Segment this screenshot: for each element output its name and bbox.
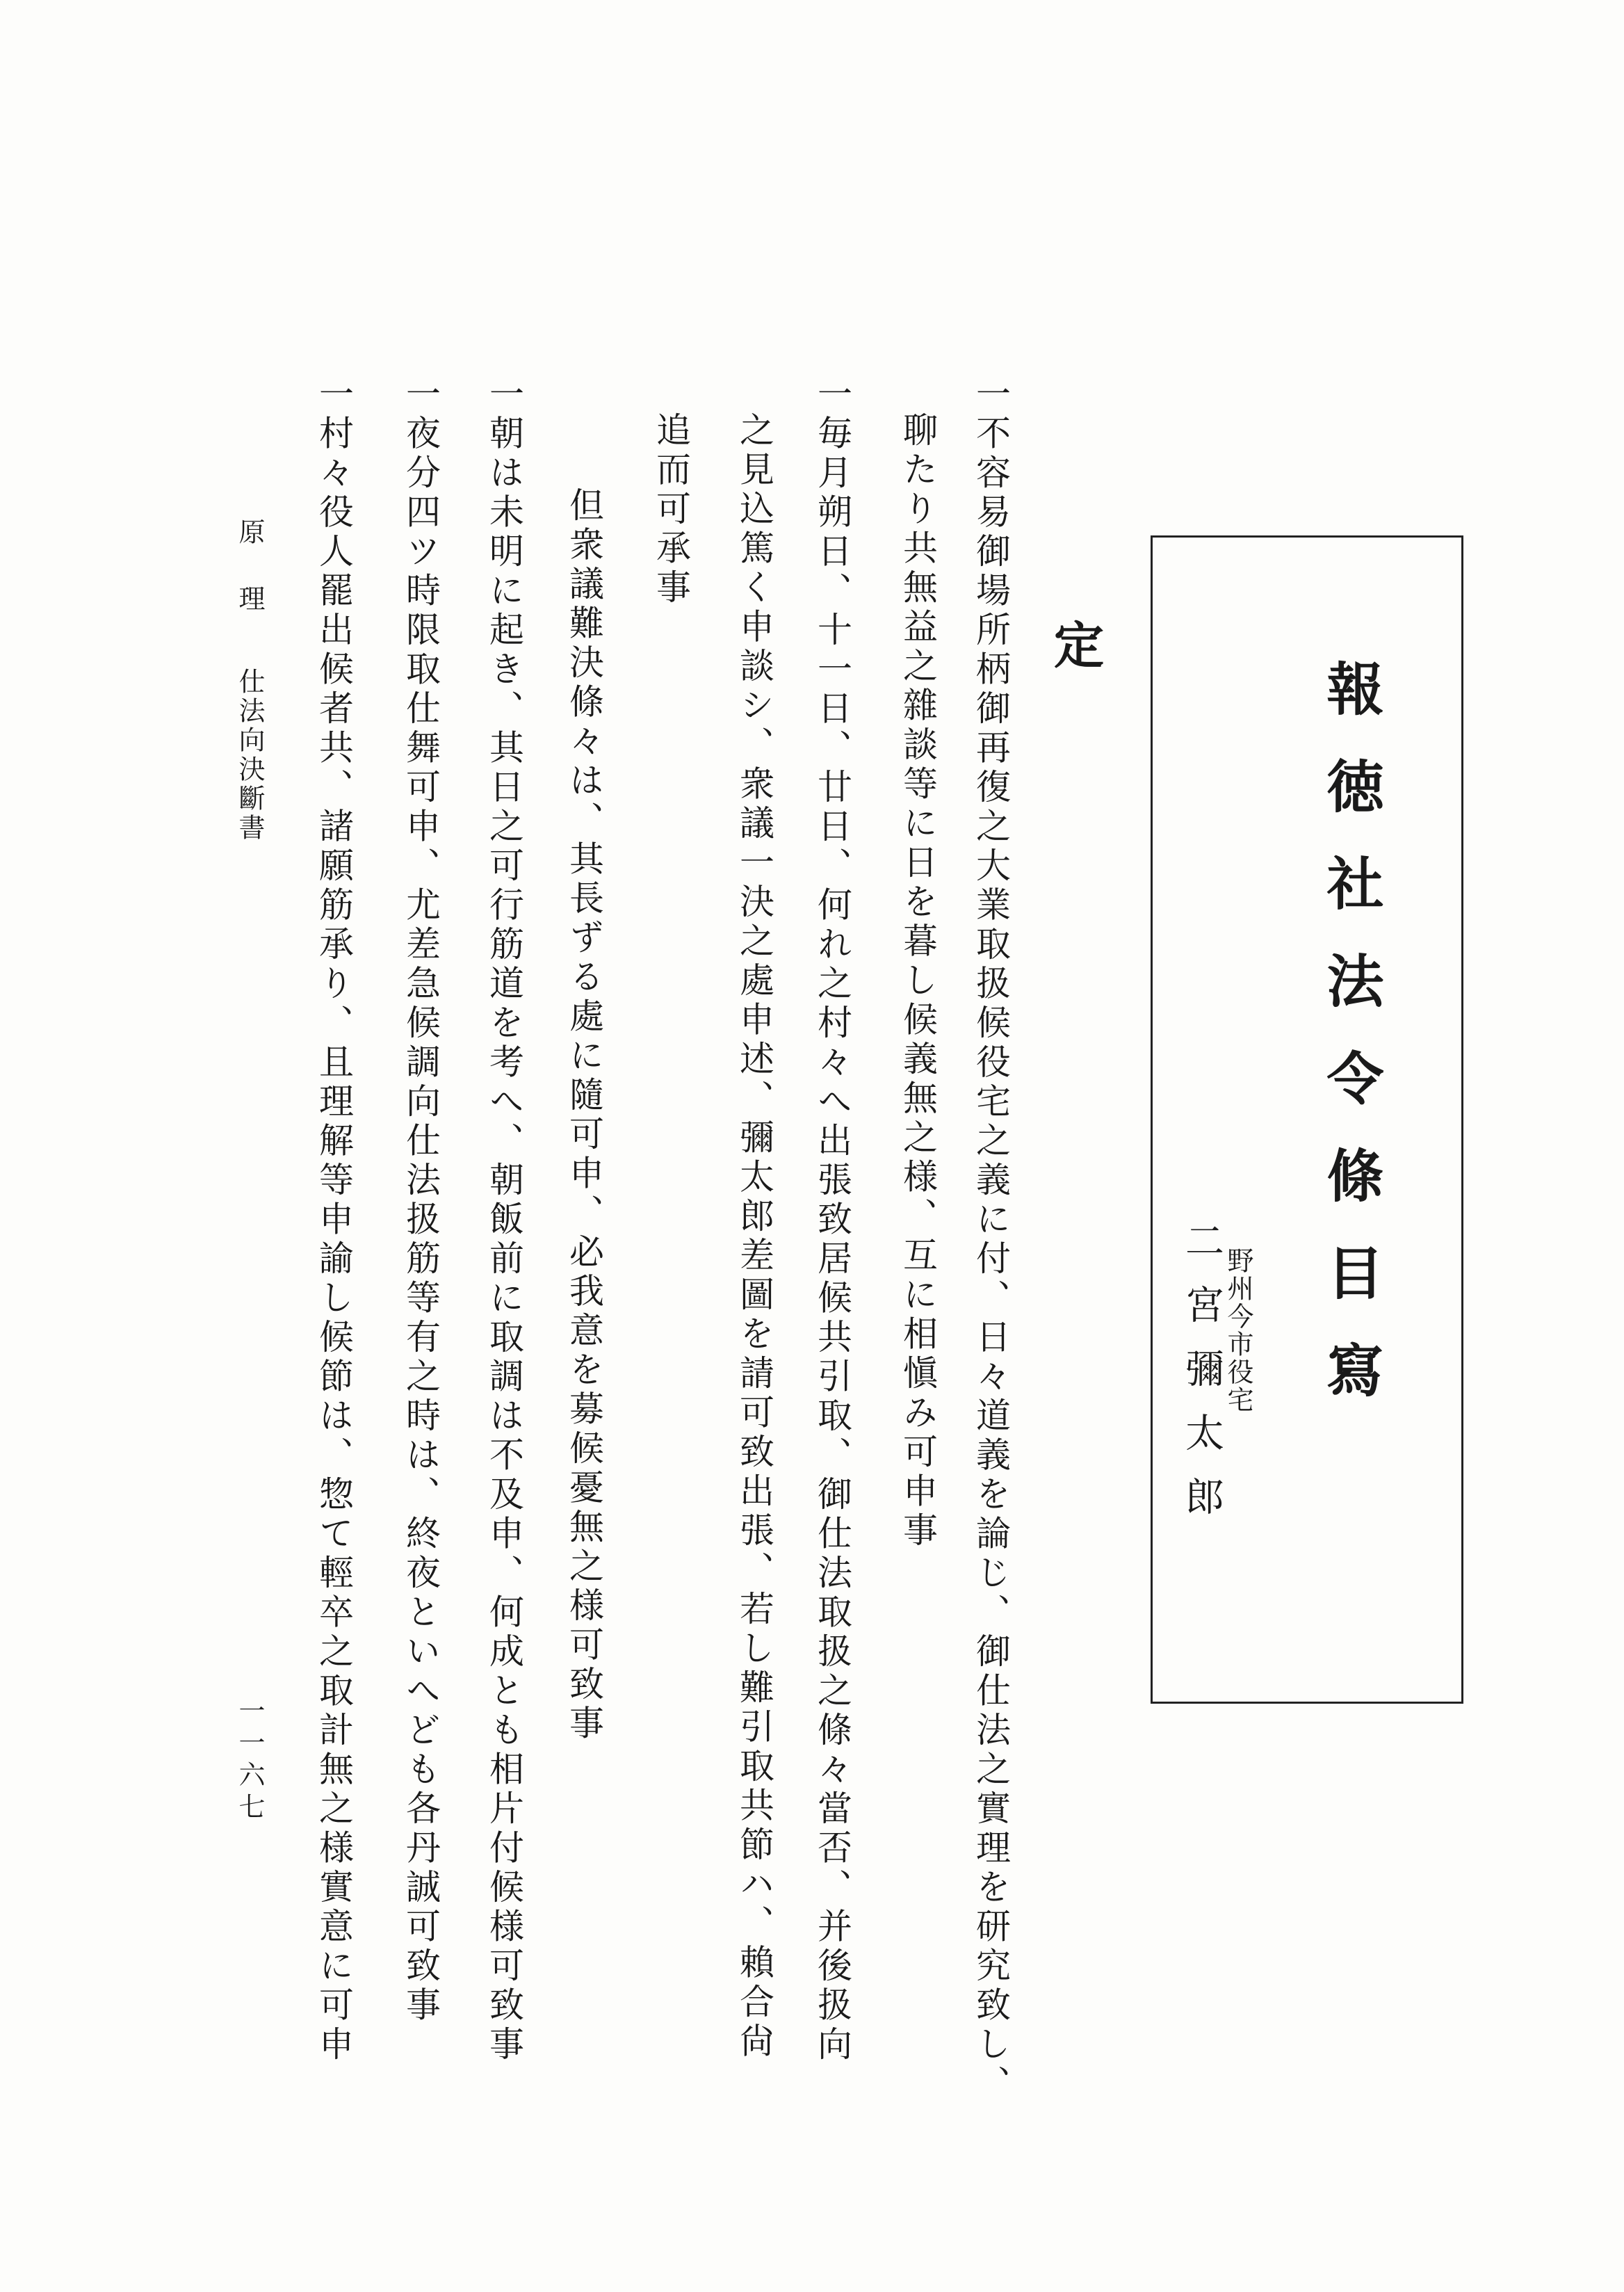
author-name: 二宮彌太郎 <box>1179 1220 1224 1540</box>
footer-chapter: 仕法向決斷書 <box>234 668 265 843</box>
document-title: 報徳社法令條目寫 <box>1317 659 1384 1438</box>
page-number: 一一六七 <box>234 1697 265 1825</box>
article-line-2: 聊たり共無益之雜談等に日を暮し候義無之様、互に相愼み可申事 <box>898 412 938 1551</box>
article-line-9: 一村々役人罷出候者共、諸願筋承り、且理解等申諭し候節は、惣て輕卒之取計無之様實意に可申 <box>314 376 354 2065</box>
article-line-3: 一毎月朔日、十一日、廿日、何れ之村々へ出張致居候共引取、御仕法取扱之條々當否、并後扱向 <box>812 376 852 2065</box>
section-heading: 定 <box>1046 619 1105 669</box>
article-line-7: 一朝は未明に起き、其日之可行筋道を考へ、朝飯前に取調は不及申、何成とも相片付候様可致事 <box>484 376 524 2065</box>
author-address: 野州今市役宅 <box>1223 1247 1253 1414</box>
article-line-6: 但衆議難決條々は、其長ずる處に隨可申、必我意を募候憂無之様可致事 <box>564 487 604 1744</box>
article-line-5: 追而可承事 <box>651 412 691 608</box>
article-line-4: 之見込篤く申談シ、衆議一決之處申述、彌太郎差圖を請可致出張、若し難引取共節ハ、賴合尙 <box>734 412 774 2062</box>
article-line-1: 一不容易御場所柄御再復之大業取扱候役宅之義に付、日々道義を論じ、御仕法之實理を研究致し、 <box>971 376 1011 2104</box>
footer-section: 原 理 <box>234 518 265 618</box>
article-line-8: 一夜分四ツ時限取仕舞可申、尤差急候調向仕法扱筋等有之時は、終夜といへども各丹誠可致事 <box>400 376 441 2026</box>
